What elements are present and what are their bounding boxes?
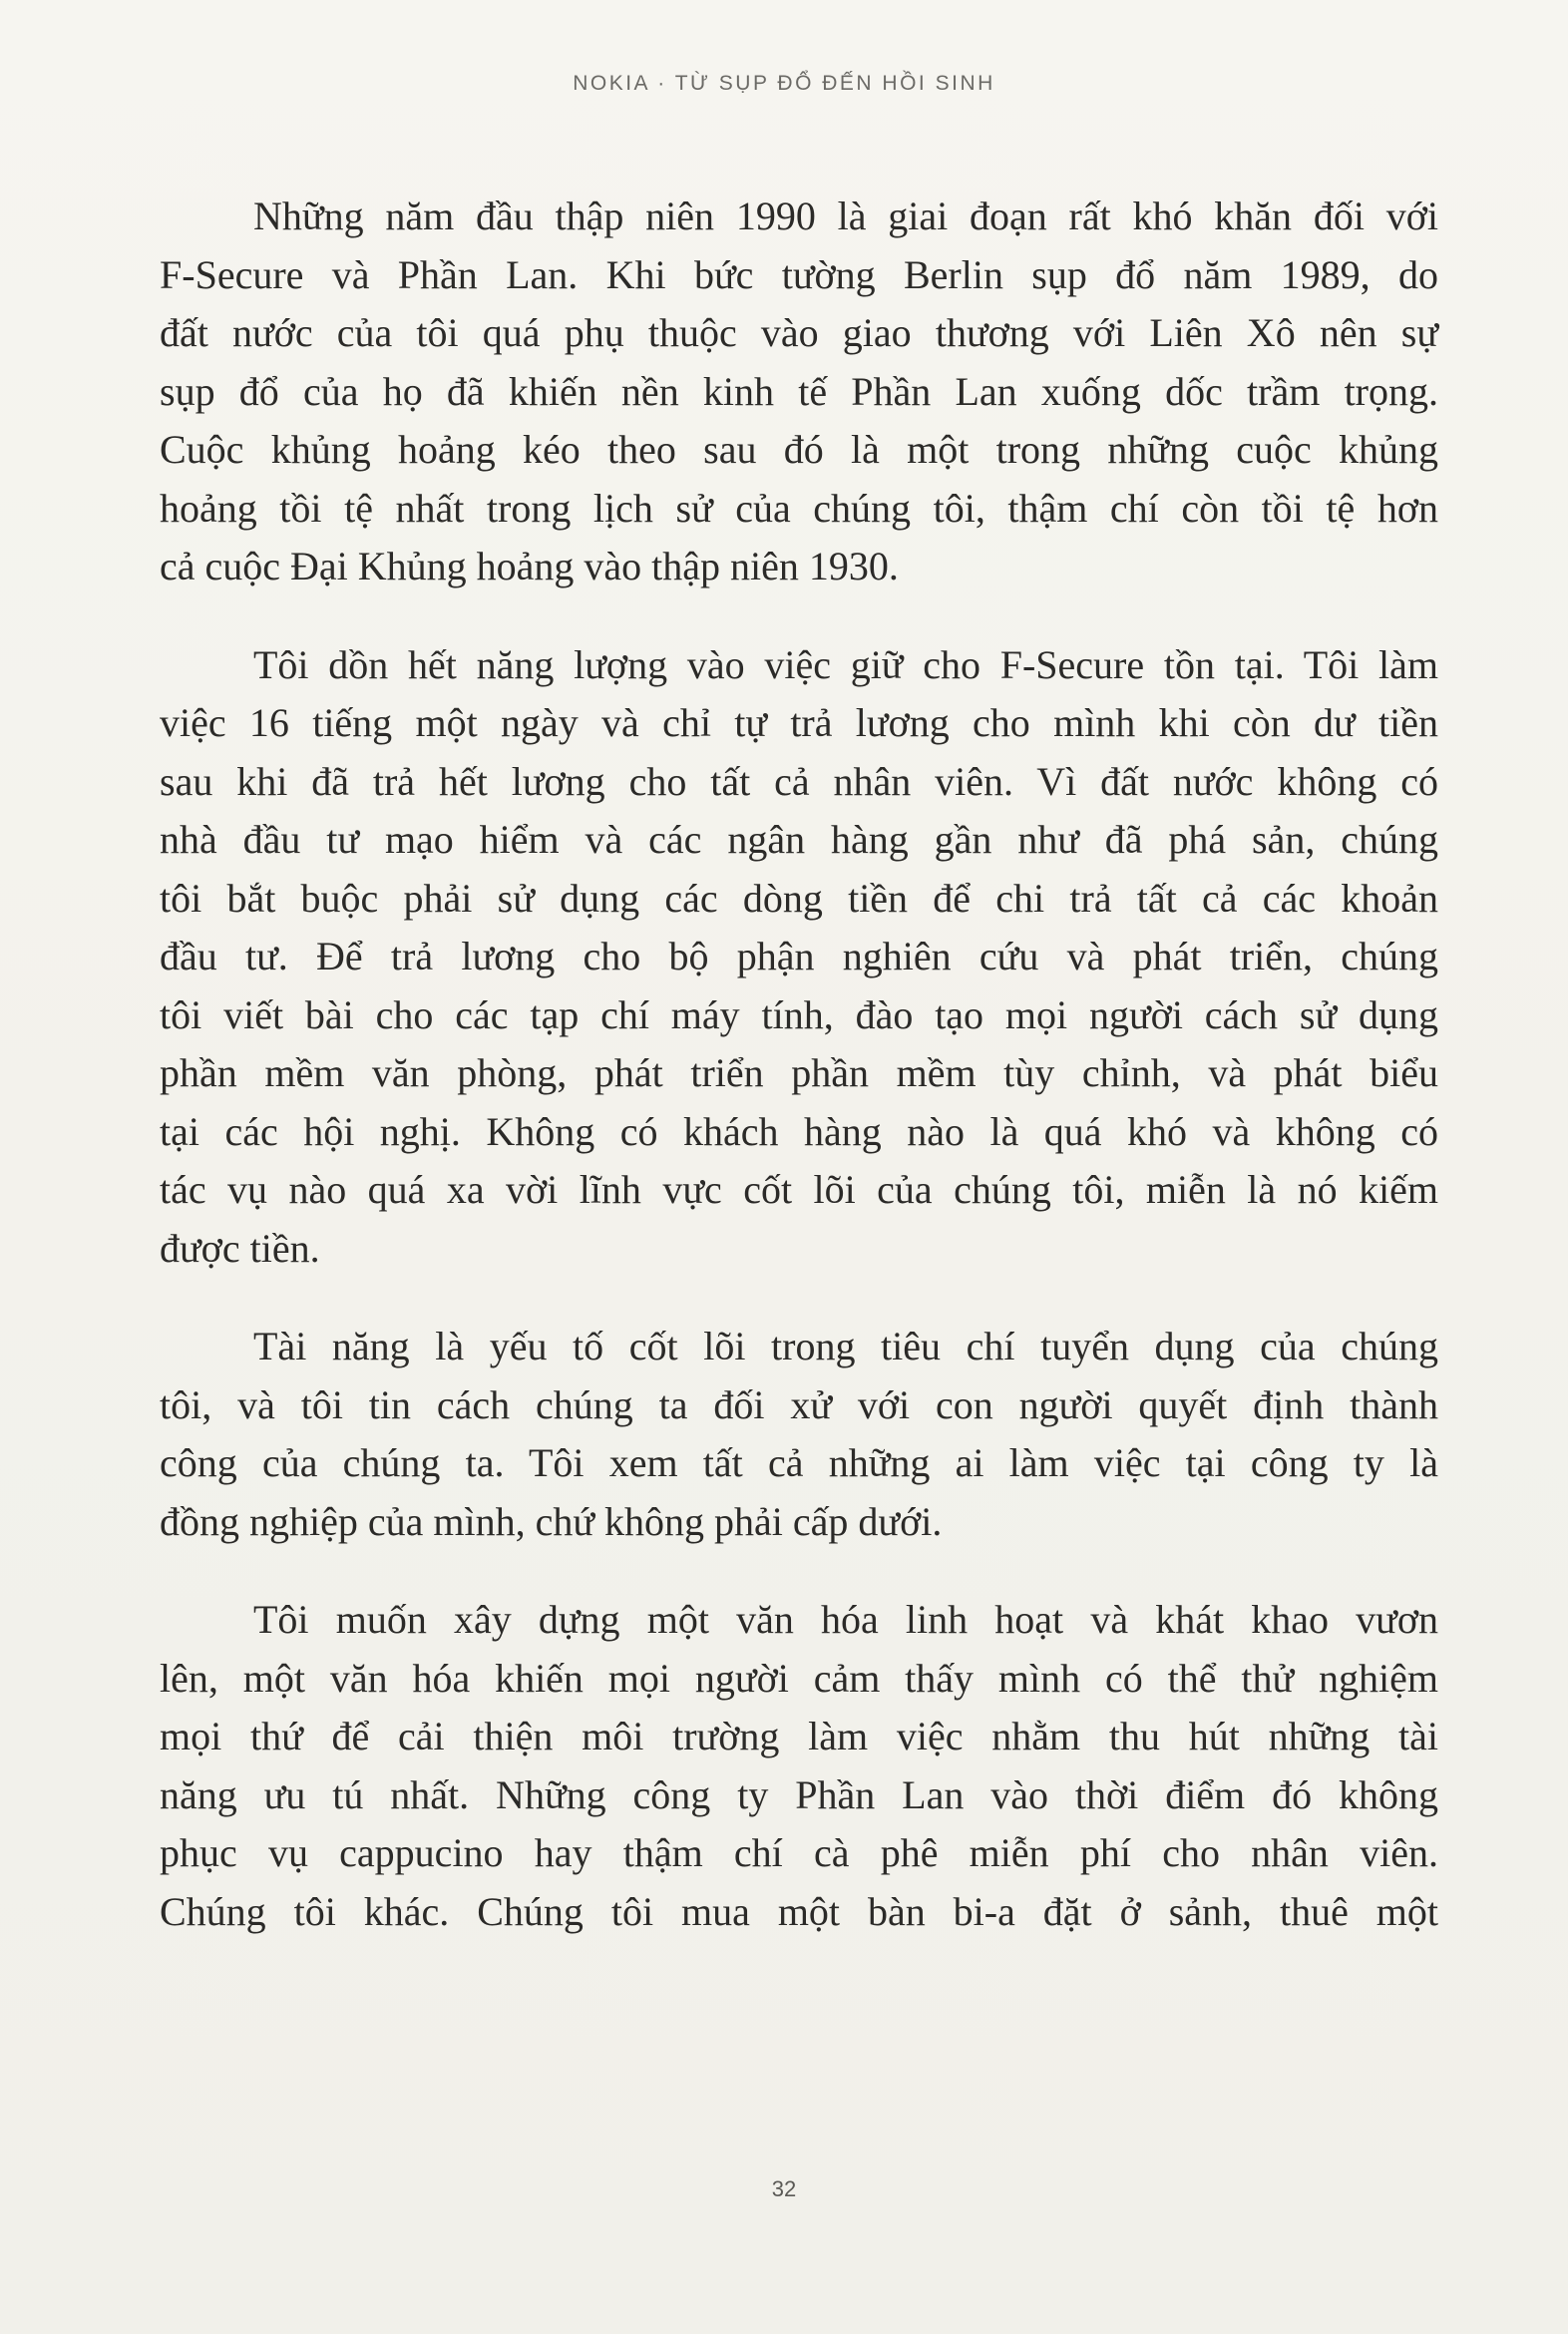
text-line: tại các hội nghị. Không có khách hàng nào là quá khó và không có <box>160 1108 1438 1154</box>
text-line: đất nước của tôi quá phụ thuộc vào giao thương với Liên Xô nên sự <box>160 310 1438 355</box>
text-line: tôi viết bài cho các tạp chí máy tính, đào tạo mọi người cách sử dụng <box>160 991 1438 1037</box>
text-line: mọi thứ để cải thiện môi trường làm việc nhằm thu hút những tài <box>160 1714 1438 1758</box>
text-line: cả cuộc Đại Khủng hoảng vào thập niên 1930. <box>160 544 899 588</box>
running-head: NOKIA · TỪ SỤP ĐỔ ĐẾN HỒI SINH <box>573 72 995 95</box>
text-line: Tôi muốn xây dựng một văn hóa linh hoạt và khát khao vươn <box>253 1597 1438 1642</box>
text-line: Những năm đầu thập niên 1990 là giai đoạn rất khó khăn đối với <box>253 194 1438 238</box>
text-line: Cuộc khủng hoảng kéo theo sau đó là một trong những cuộc khủng <box>160 427 1438 472</box>
text-line: đồng nghiệp của mình, chứ không phải cấp dưới. <box>160 1498 943 1544</box>
text-line: nhà đầu tư mạo hiểm và các ngân hàng gần như đã phá sản, chúng <box>160 817 1438 862</box>
page-number: 32 <box>771 2176 797 2201</box>
text-line: phục vụ cappucino hay thậm chí cà phê miễn phí cho nhân viên. <box>160 1830 1438 1875</box>
text-line: hoảng tồi tệ nhất trong lịch sử của chúng tôi, thậm chí còn tồi tệ hơn <box>160 485 1438 531</box>
paragraph-1 <box>160 188 1438 596</box>
text-line: Chúng tôi khác. Chúng tôi mua một bàn bi-a đặt ở sảnh, thuê một <box>160 1888 1438 1934</box>
text-line: được tiền. <box>160 1225 320 1271</box>
text-line: công của chúng ta. Tôi xem tất cả những ai làm việc tại công ty là <box>160 1440 1438 1485</box>
text-line: tôi, và tôi tin cách chúng ta đối xử với con người quyết định thành <box>160 1381 1438 1427</box>
text-line: đầu tư. Để trả lương cho bộ phận nghiên cứu và phát triển, chúng <box>160 934 1438 978</box>
paragraph-2 <box>160 636 1438 1279</box>
text-line: phần mềm văn phòng, phát triển phần mềm tùy chỉnh, và phát biểu <box>160 1050 1438 1095</box>
text-line: lên, một văn hóa khiến mọi người cảm thấy mình có thể thử nghiệm <box>160 1655 1438 1701</box>
paragraph-3 <box>160 1318 1438 1551</box>
text-line: Tài năng là yếu tố cốt lõi trong tiêu chí tuyển dụng của chúng <box>253 1324 1438 1368</box>
text-line: năng ưu tú nhất. Những công ty Phần Lan vào thời điểm đó không <box>160 1771 1438 1817</box>
text-line: việc 16 tiếng một ngày và chỉ tự trả lương cho mình khi còn dư tiền <box>160 700 1438 745</box>
text-line: tác vụ nào quá xa vời lĩnh vực cốt lõi của chúng tôi, miễn là nó kiếm <box>160 1167 1438 1212</box>
paragraph-4 <box>160 1591 1438 1941</box>
text-line: sụp đổ của họ đã khiến nền kinh tế Phần Lan xuống dốc trầm trọng. <box>160 368 1438 414</box>
text-line: tôi bắt buộc phải sử dụng các dòng tiền để chi trả tất cả các khoản <box>160 875 1438 921</box>
text-line: sau khi đã trả hết lương cho tất cả nhân viên. Vì đất nước không có <box>160 758 1438 804</box>
text-line: Tôi dồn hết năng lượng vào việc giữ cho F-Secure tồn tại. Tôi làm <box>253 641 1438 687</box>
body-text <box>160 188 1438 1981</box>
text-line: F-Secure và Phần Lan. Khi bức tường Berlin sụp đổ năm 1989, do <box>160 251 1438 297</box>
